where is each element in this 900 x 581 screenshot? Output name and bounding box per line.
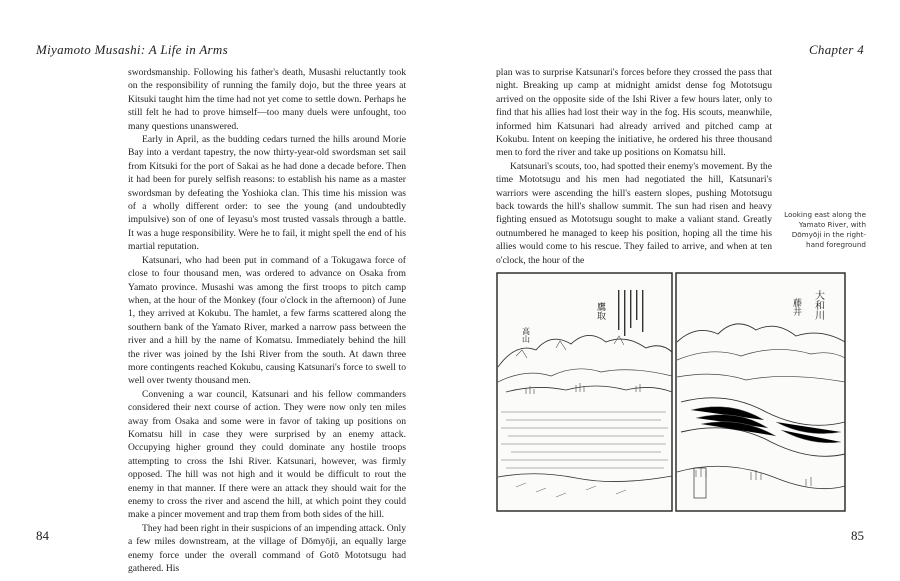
right-page-text-column <box>496 66 772 266</box>
body-paragraph: plan was to surprise Katsunari's forces before they crossed the pass that night. Breaking up camp at midnight amidst dense fog Mototsugu arrived on the opposite side of the Ishi River a few hours later, only to find that his allies had lost their way in the fog. His scouts, meanwhile, informed him Katsunari had already arrived and pitched camp at Kokubu. Intent on keeping the initiative, he ordered his three thousand men to ford the river and take up positions on Komatsu hill. <box>496 67 772 159</box>
page-number-left: 84 <box>36 528 49 543</box>
body-paragraph: Katsunari, who had been put in command of a Tokugawa force of close to four thousand men, was ordered to advance on Osaka from Yamato province. Musashi was among the first troops to pitch camp when, at the hour of the Monkey (four o'clock in the afternoon) of June 1, they arrived at Kokubu. The hamlet, a few farms scattered along the southern bank of the Yamato River, marked a narrow pass between the river and a hill by the name of Komatsu. Immediately behind the hill the river was joined by the Ishi River from the south. At dawn three more contingents reached Kokubu, causing Katsunari's force to swell to well over twenty thousand men. <box>128 254 406 387</box>
illustration-label-right: 大和川 <box>812 290 824 320</box>
body-paragraph: swordsmanship. Following his father's death, Musashi reluctantly took on the responsibility of running the family dojo, but the three years at Kitsuki taught him the time had not yet come to settle down. Perhaps he still felt he had to prove himself—too many duels were unfought, too many questions unanswered. <box>128 67 406 132</box>
illustration-label-left: 鷹取 <box>595 302 605 320</box>
body-paragraph: Katsunari's scouts, too, had spotted their enemy's movement. By the time Mototsugu and his men had negotiated the hill, Katsunari's warriors were ascending the hill's eastern slopes, pushing Mototsugu back towards the hill's shallow summit. The sun had risen and heavy fighting ensued as Mototsugu sought to make a valiant stand. Greatly outnumbered he managed to keep his position, hoping all the time his allies would come to his rescue. They failed to arrive, and when at ten o'clock, the hour of the <box>496 160 772 266</box>
illustration-label-left-2: 高山 <box>521 327 531 343</box>
woodblock-landscape-illustration <box>496 272 846 512</box>
body-paragraph: Convening a war council, Katsunari and his fellow commanders considered their next course of action. They were now only ten miles away from Osaka and some were in favor of taking up positions on Komatsu hill in case they were surprised by an enemy attack. Occupying higher ground they could dominate any hostile troops attempting to cross the Ishi River. Katsunari, however, was firmly opposed. The hill was not high and it would be difficult to rout the enemy in that manner. If there were an attack they should wait for the enemy to cross the river and ascend the hill, at which point they could make a pincer movement and trap them from both sides of the hill. <box>128 388 406 521</box>
left-page-text-column <box>128 66 406 575</box>
body-paragraph: They had been right in their suspicions of an impending attack. Only a few miles downstream, at the village of Dōmyōji, an equally large enemy force under the overall command of Gotō Mototsugu had gathered. His <box>128 522 406 575</box>
page-number-right: 85 <box>851 528 864 543</box>
running-head-chapter: Chapter 4 <box>808 42 864 57</box>
body-paragraph: Early in April, as the budding cedars turned the hills around Morie Bay into a verdant tapestry, the now thirty-year-old swordsman set sail from Kitsuki for the port of Sakai as he had done a decade before. Then it had been for purely selfish reasons: to establish his name as a master swordsman by defeating the Yoshioka clan. This time his mission was of a wholly different order: to see the young (and undoubtedly impulsive) son of one of Ieyasu's most trusted vassals through a battle. It was a huge responsibility. Were he to fail, it might spell the end of his martial reputation. <box>128 134 406 253</box>
illustration-label-right-2: 藤井 <box>791 298 801 316</box>
figure-caption: Looking east along the Yamato River, with Dōmyōji in the right-hand foreground <box>784 210 866 249</box>
running-head-book-title: Miyamoto Musashi: A Life in Arms <box>36 42 228 57</box>
illustration-svg <box>496 272 846 512</box>
